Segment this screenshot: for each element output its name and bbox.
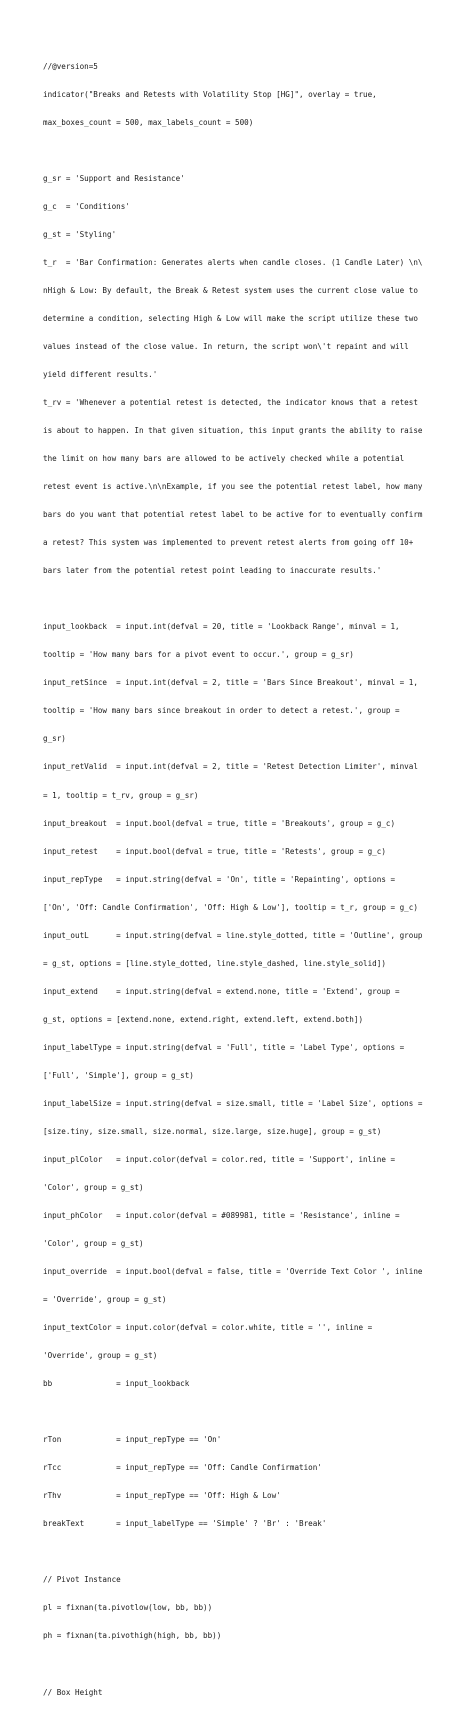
code-line: input_labelSize = input.string(defval = size.small, title = 'Label Size', options = <box>43 1098 423 1108</box>
code-line <box>43 1659 443 1668</box>
code-line: g_st, options = [extend.none, extend.right, extend.left, extend.both]) <box>43 1014 364 1024</box>
code-line: [size.tiny, size.small, size.normal, size.large, size.huge], group = g_st) <box>43 1126 382 1136</box>
code-line: g_st = 'Styling' <box>43 229 117 239</box>
code-line: t_r = 'Bar Confirmation: Generates alerts when candle closes. (1 Candle Later) \n\ <box>43 257 423 267</box>
code-line: input_override = input.bool(defval = false, title = 'Override Text Color ', inline <box>43 1267 423 1277</box>
code-line: // Pivot Instance <box>43 1575 121 1585</box>
code-line <box>43 146 443 155</box>
code-line: bb = input_lookback <box>43 1379 190 1389</box>
code-line <box>43 1547 443 1556</box>
code-line: input_lookback = input.int(defval = 20, title = 'Lookback Range', minval = 1, <box>43 622 400 632</box>
code-line: the limit on how many bars are allowed to be actively checked while a potential <box>43 454 405 464</box>
code-line: max_boxes_count = 500, max_labels_count = 500) <box>43 117 254 127</box>
code-line: input_retSince = input.int(defval = 2, title = 'Bars Since Breakout', minval = 1, <box>43 678 418 688</box>
code-line: input_retValid = input.int(defval = 2, title = 'Retest Detection Limiter', minval <box>43 762 418 772</box>
code-line: g_sr) <box>43 734 66 744</box>
code-line: input_labelType = input.string(defval = 'Full', title = 'Label Type', options = <box>43 1042 405 1052</box>
code-line: // Box Height <box>43 1687 103 1697</box>
code-block <box>43 43 443 1716</box>
code-line: input_repType = input.string(defval = 'On', title = 'Repainting', options = <box>43 874 396 884</box>
code-line: ['On', 'Off: Candle Confirmation', 'Off: High & Low'], tooltip = t_r, group = g_c) <box>43 902 418 912</box>
code-line: = 1, tooltip = t_rv, group = g_sr) <box>43 790 199 800</box>
code-line: retest event is active.\n\nExample, if you see the potential retest label, how many <box>43 482 423 492</box>
code-line: tooltip = 'How many bars for a pivot event to occur.', group = g_sr) <box>43 650 354 660</box>
code-line: 'Color', group = g_st) <box>43 1239 144 1248</box>
code-line: input_extend = input.string(defval = extend.none, title = 'Extend', group = <box>43 986 400 996</box>
code-line: g_sr = 'Support and Resistance' <box>43 173 185 183</box>
code-line: pl = fixnan(ta.pivotlow(low, bb, bb)) <box>43 1603 213 1613</box>
code-line: is about to happen. In that given situation, this input grants the ability to raise <box>43 426 423 436</box>
code-line: values instead of the close value. In return, the script won\'t repaint and will <box>43 342 409 351</box>
code-line: determine a condition, selecting High & Low will make the script utilize these two <box>43 313 418 323</box>
code-line: g_c = 'Conditions' <box>43 201 130 211</box>
code-line: t_rv = 'Whenever a potential retest is detected, the indicator knows that a retest <box>43 398 418 408</box>
code-line: bars later from the potential retest point leading to inaccurate results.' <box>43 566 382 576</box>
code-line: 'Color', group = g_st) <box>43 1182 144 1192</box>
code-line: input_outL = input.string(defval = line.style_dotted, title = 'Outline', group <box>43 930 423 940</box>
code-line: rTcc = input_repType == 'Off: Candle Confirmation' <box>43 1463 322 1473</box>
code-line: ['Full', 'Simple'], group = g_st) <box>43 1070 194 1080</box>
code-line: input_plColor = input.color(defval = color.red, title = 'Support', inline = <box>43 1154 396 1164</box>
code-line: = g_st, options = [line.style_dotted, line.style_dashed, line.style_solid]) <box>43 958 386 968</box>
code-line: breakText = input_labelType == 'Simple' ? 'Br' : 'Break' <box>43 1519 327 1529</box>
code-line: tooltip = 'How many bars since breakout in order to detect a retest.', group = <box>43 706 400 716</box>
code-line: bars do you want that potential retest label to be active for to eventually confirm <box>43 510 423 520</box>
code-line <box>43 1407 443 1416</box>
code-line: rThv = input_repType == 'Off: High & Low' <box>43 1491 281 1501</box>
code-line: ph = fixnan(ta.pivothigh(high, bb, bb)) <box>43 1631 222 1641</box>
code-line: = 'Override', group = g_st) <box>43 1295 167 1305</box>
code-line: 'Override', group = g_st) <box>43 1351 158 1361</box>
code-line: input_phColor = input.color(defval = #089981, title = 'Resistance', inline = <box>43 1210 400 1220</box>
code-line: nHigh & Low: By default, the Break & Retest system uses the current close value to <box>43 285 418 295</box>
code-line: input_textColor = input.color(defval = color.white, title = '', inline = <box>43 1323 373 1333</box>
code-line: yield different results.' <box>43 370 158 380</box>
code-line: a retest? This system was implemented to prevent retest alerts from going off 10+ <box>43 538 414 548</box>
code-line: input_breakout = input.bool(defval = true, title = 'Breakouts', group = g_c) <box>43 818 396 828</box>
code-line: input_retest = input.bool(defval = true, title = 'Retests', group = g_c) <box>43 846 386 856</box>
code-line: indicator("Breaks and Retests with Volatility Stop [HG]", overlay = true, <box>43 89 377 99</box>
code-line: rTon = input_repType == 'On' <box>43 1435 222 1445</box>
code-line: //@version=5 <box>43 61 98 71</box>
code-line <box>43 594 443 603</box>
